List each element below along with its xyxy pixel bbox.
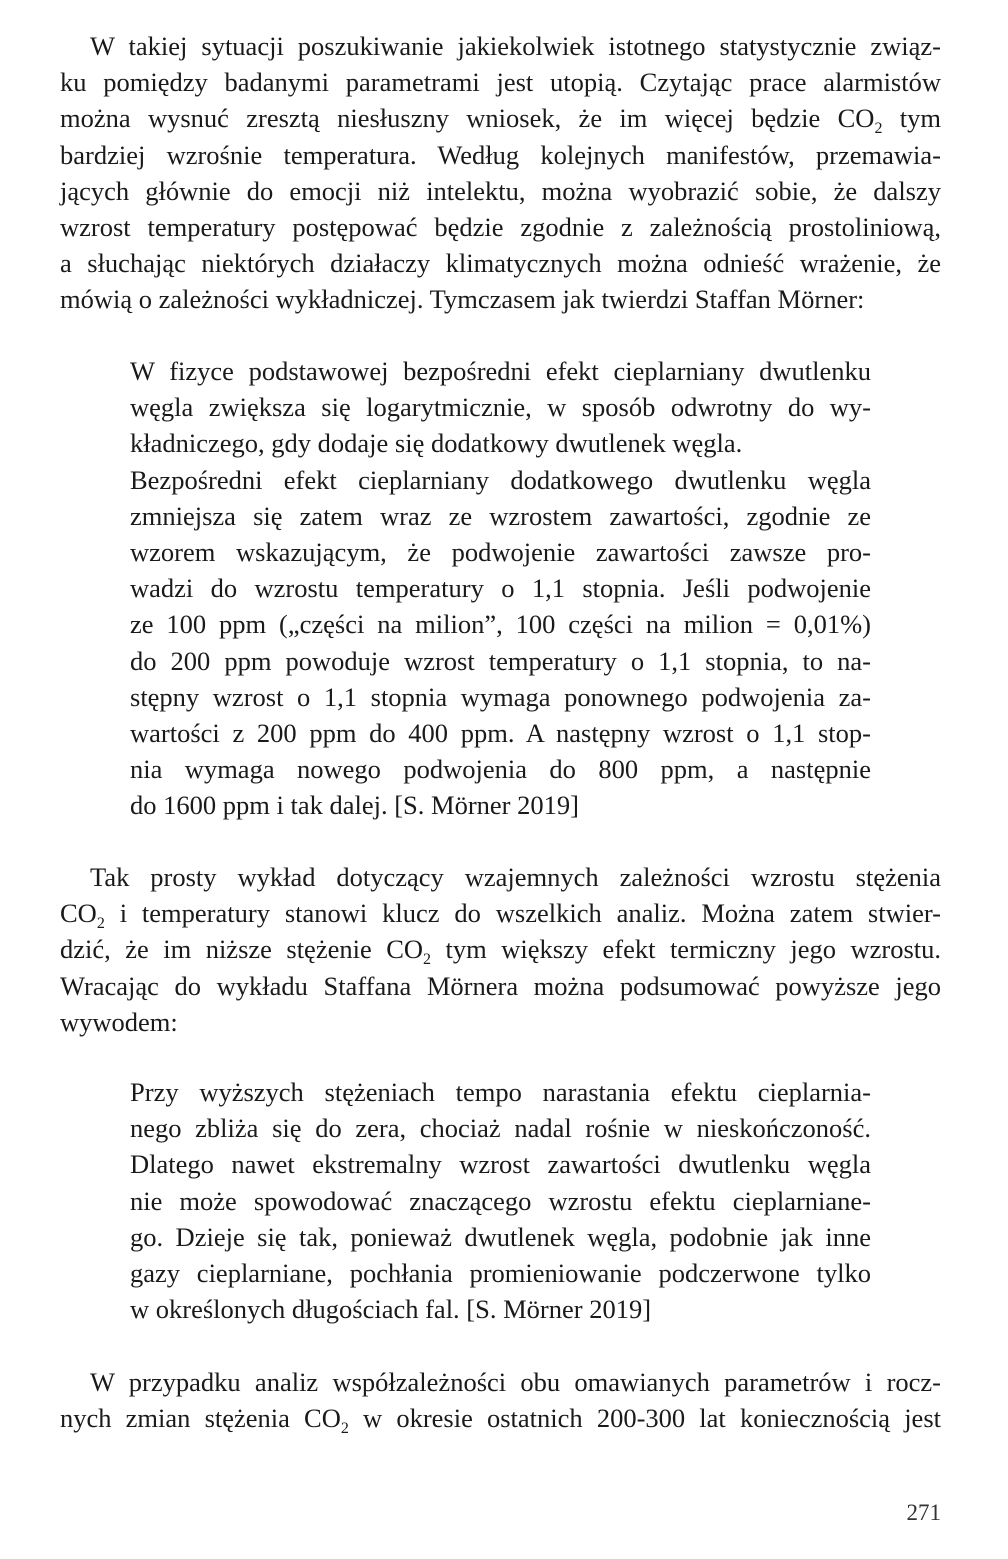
quote-line: stępny wzrost o 1,1 stopnia wymaga ponownego podwojenia za- (130, 681, 871, 712)
text-line-with-subscript (60, 931, 941, 967)
text-line: W przypadku analiz współzależności obu omawianych parametrów i rocz- (90, 1367, 941, 1397)
quote-line: Dlatego nawet ekstremalny wzrost zawartości dwutlenku węgla (130, 1149, 871, 1180)
text-line: Tak prosty wykład dotyczący wzajemnych zależności wzrostu stężenia (90, 862, 941, 892)
quote-line: wartości z 200 ppm do 400 ppm. A następny wzrost o 1,1 stop- (130, 717, 871, 748)
text-line: Wracając do wykładu Staffana Mörnera można podsumować powyższe jego (60, 970, 941, 1001)
quote-line: gazy cieplarniane, pochłania promieniowanie podczerwone tylko (130, 1257, 871, 1288)
text-segment: tym większy efekt termiczny jego wzrostu. (431, 934, 941, 965)
quote-line: W fizyce podstawowej bezpośredni efekt cieplarniany dwutlenku (130, 356, 871, 386)
quote-line: Przy wyższych stężeniach tempo narastania efektu cieplarnia- (130, 1077, 871, 1107)
text-line-with-subscript (60, 895, 941, 931)
subscript: 2 (340, 1420, 349, 1438)
text-segment: dzić, że im niższe stężenie CO (60, 934, 424, 965)
quote-line: do 1600 ppm i tak dalej. [S. Mörner 2019] (130, 790, 579, 821)
page-number: 271 (906, 1500, 941, 1525)
body-paragraph-1 (60, 28, 941, 318)
quote-line: nie może spowodować znaczącego wzrostu efektu cieplarniane- (130, 1185, 871, 1216)
quote-line: nego zbliża się do zera, chociaż nadal rośnie w nieskończoność. (130, 1113, 871, 1144)
quote-line: zmniejsza się zatem wraz ze wzrostem zawartości, zgodnie ze (130, 500, 871, 531)
text-segment: nych zmian stężenia CO (60, 1403, 341, 1434)
text-segment: tym (882, 103, 941, 134)
quote-line: nia wymaga nowego podwojenia do 800 ppm, a następnie (130, 754, 871, 785)
quote-line: do 200 ppm powoduje wzrost temperatury o 1,1 stopnia, to na- (130, 645, 871, 676)
text-segment: i temperatury stanowi klucz do wszelkich analiz. Można zatem stwier- (104, 898, 941, 929)
quote-line: wadzi do wzrostu temperatury o 1,1 stopnia. Jeśli podwojenie (130, 573, 871, 604)
text-segment: CO (60, 898, 97, 929)
text-line: a słuchając niektórych działaczy klimatycznych można odnieść wrażenie, że (60, 248, 941, 279)
text-line: jących głównie do emocji niż intelektu, można wyobrazić sobie, że dalszy (60, 175, 941, 206)
text-line: W takiej sytuacji poszukiwanie jakiekolwiek istotnego statystycznie związ- (90, 31, 941, 61)
subscript: 2 (874, 120, 883, 138)
text-line: bardziej wzrośnie temperatura. Według kolejnych manifestów, przemawia- (60, 139, 941, 170)
subscript: 2 (423, 951, 432, 969)
text-line: mówią o zależności wykładniczej. Tymczasem jak twierdzi Staffan Mörner: (60, 284, 865, 315)
text-line-with-subscript (60, 1400, 941, 1436)
block-quote-2 (130, 1074, 871, 1327)
quote-line: wzorem wskazującym, że podwojenie zawartości zawsze pro- (130, 536, 871, 567)
block-quote-1 (130, 353, 871, 823)
body-paragraph-2 (60, 859, 941, 1040)
text-line: ku pomiędzy badanymi parametrami jest utopią. Czytając prace alarmistów (60, 67, 941, 98)
text-line-with-subscript (60, 100, 941, 136)
text-line: wywodem: (60, 1006, 178, 1037)
quote-line: Bezpośredni efekt cieplarniany dodatkowego dwutlenku węgla (130, 464, 871, 495)
quote-line: kładniczego, gdy dodaje się dodatkowy dwutlenek węgla. (130, 428, 743, 459)
quote-line: w określonych długościach fal. [S. Mörner 2019] (130, 1294, 652, 1325)
text-line: wzrost temperatury postępować będzie zgodnie z zależnością prostoliniową, (60, 211, 941, 242)
body-paragraph-3 (60, 1364, 941, 1436)
quote-line: węgla zwiększa się logarytmicznie, w sposób odwrotny do wy- (130, 392, 871, 423)
quote-line: ze 100 ppm („części na milion”, 100 części na milion = 0,01%) (130, 609, 871, 640)
quote-line: go. Dzieje się tak, ponieważ dwutlenek węgla, podobnie jak inne (130, 1221, 871, 1252)
subscript: 2 (96, 915, 105, 933)
text-segment: w okresie ostatnich 200-300 lat koniecznością jest (348, 1403, 941, 1434)
text-segment: można wysnuć zresztą niesłuszny wniosek, że im więcej będzie CO (60, 103, 875, 134)
